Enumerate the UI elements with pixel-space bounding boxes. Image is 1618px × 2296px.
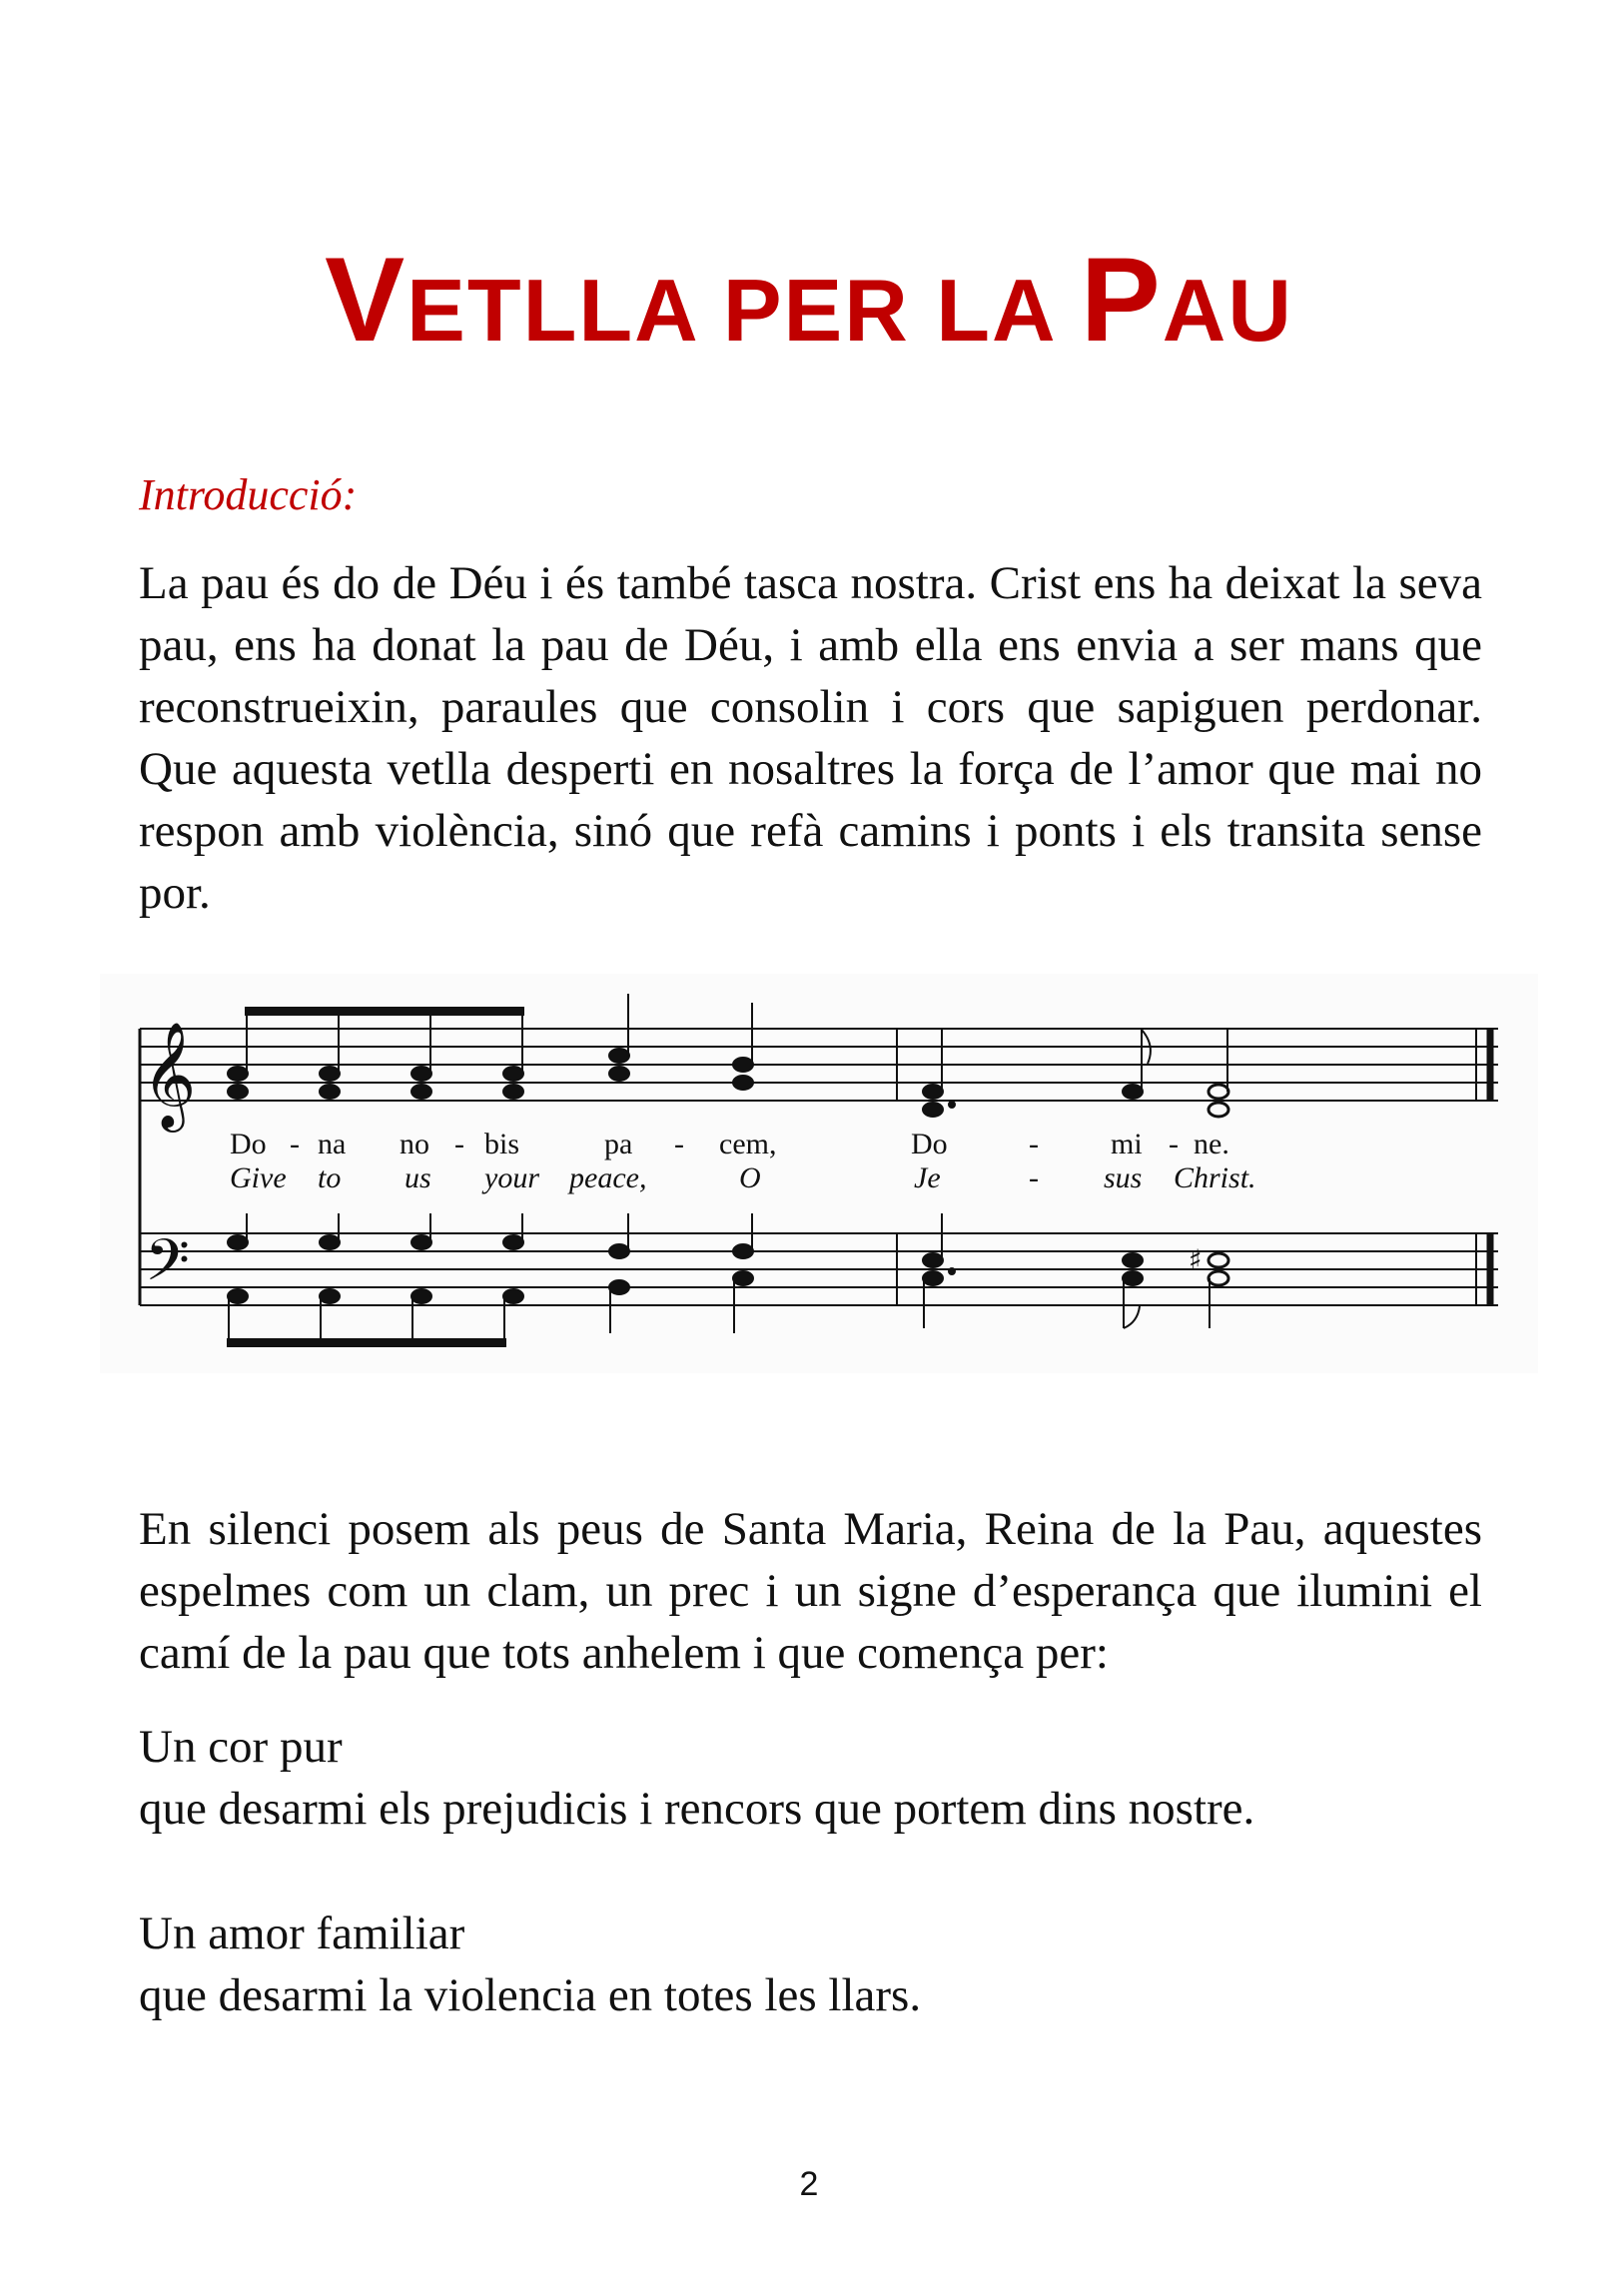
lyric-syllable: mi [1111,1128,1143,1160]
lyric-syllable: - [1029,1128,1039,1160]
barlines [140,1029,1490,1305]
lyric-syllable: bis [484,1128,520,1160]
lyric-syllable: Je [914,1161,941,1194]
litany-2-line-2: que desarmi la violencia en totes les llars. [139,1969,922,2021]
intro-label: Introducció: [139,470,358,519]
treble-staff [140,1029,1498,1101]
lyric-syllable: to [318,1161,342,1194]
title-cap-p: P [1080,233,1163,367]
lyric-syllable: - [1029,1161,1039,1194]
intro-paragraph: La pau és do de Déu i és també tasca nostra. Crist ens ha deixat la seva pau, ens ha donat la pau de Déu, i amb ella ens envia a ser mans que reconstrueixin, paraules que consolin i cors que sapiguen perdonar. Que aquesta vetlla desperti en nosaltres la força de l’amor que mai no respon amb violència, sinó que refà camins i ponts i els transita sense por. [139,557,1482,919]
litany-2-line-1: Un amor familiar [139,1908,465,1959]
paragraph-2: En silenci posem als peus de Santa Maria, Reina de la Pau, aquestes espelmes com un clam, un prec i un signe d’esperança que ilumini el camí de la pau que tots anhelem i que comença per: [139,1503,1482,1679]
lyric-syllable: - [674,1128,684,1160]
lyric-syllable: ne. [1194,1128,1229,1160]
lyric-syllable: - [454,1128,464,1160]
page-title [0,233,1618,367]
title-part-2: AU [1162,261,1293,360]
lyric-syllable: - [1169,1128,1179,1160]
page-number: 2 [799,2165,819,2203]
svg-text:♯: ♯ [1189,1243,1203,1276]
litany-1-line-1: Un cor pur [139,1721,343,1773]
lyric-syllable: cem, [719,1128,777,1160]
treble-notes [228,994,1228,1117]
lyrics-latin [230,1128,1229,1160]
lyric-syllable: O [739,1161,761,1194]
bass-clef-icon: 𝄢 [145,1226,191,1308]
title-cap-v: V [325,233,407,367]
lyric-syllable: Christ. [1174,1161,1256,1194]
lyric-syllable: peace, [569,1161,647,1194]
bass-staff [140,1233,1498,1305]
lyric-syllable: Do [230,1128,267,1160]
lyric-syllable: your [484,1161,539,1194]
treble-clef-icon: 𝄞 [142,1021,197,1128]
lyric-syllable: pa [604,1128,633,1160]
lyric-syllable: Do [911,1128,948,1160]
title-part-1: ETLLA PER LA [406,261,1081,360]
lyric-syllable: us [404,1161,431,1194]
score-image [100,974,1538,1373]
lyric-syllable: - [290,1128,300,1160]
lyric-syllable: Give [230,1161,287,1194]
lyric-syllable: no [400,1128,429,1160]
lyric-syllable: sus [1104,1161,1143,1194]
music-score [100,974,1538,1373]
lyric-syllable: na [318,1128,347,1160]
lyrics-english [230,1161,1256,1194]
litany-1-line-2: que desarmi els prejudicis i rencors que portem dins nostre. [139,1783,1255,1835]
